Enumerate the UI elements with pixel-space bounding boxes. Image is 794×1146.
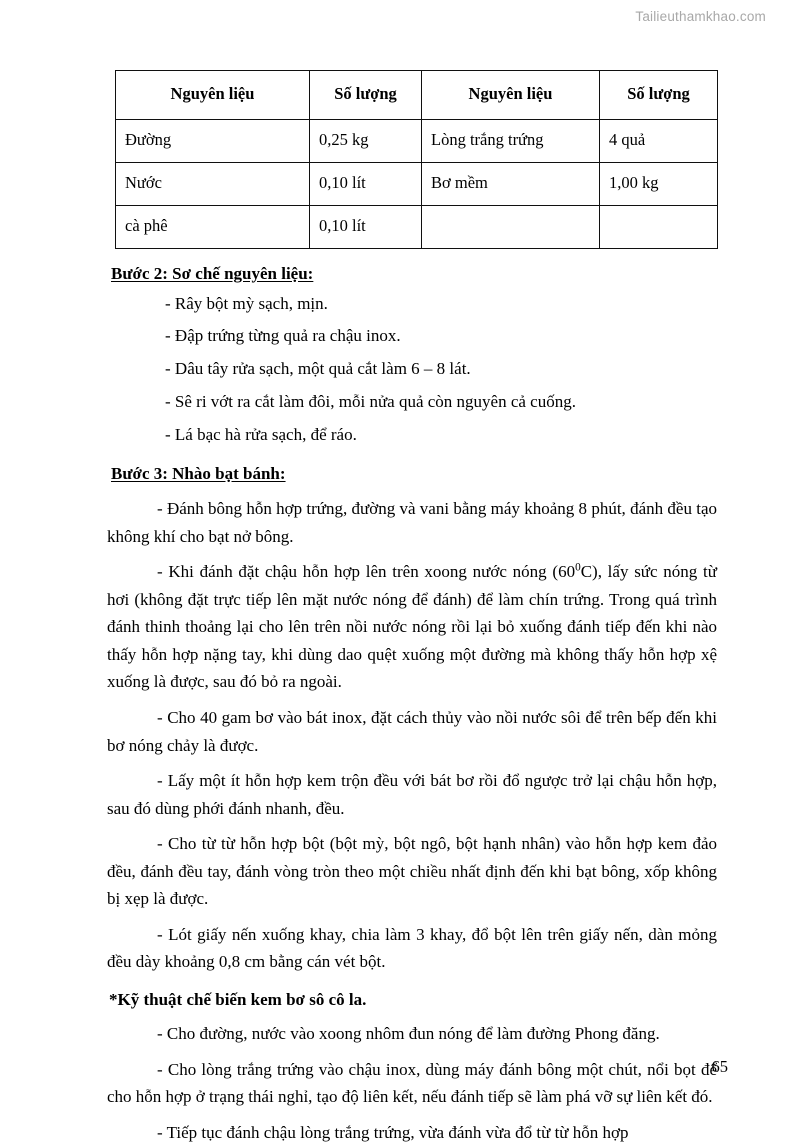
table-cell: 0,25 kg — [310, 120, 422, 163]
table-cell: cà phê — [116, 206, 310, 249]
step-3-paragraph: - Lót giấy nến xuống khay, chia làm 3 khay, đổ bột lên trên giấy nến, dàn mỏng đều dày khoảng 0,8 cm bằng cán vét bột. — [107, 924, 717, 972]
temp-paragraph-after: C), lấy sức nóng từ hơi (không đặt trực tiếp lên mặt nước nóng để đánh) để làm chín trứng. Trong quá trình đánh thinh thoảng lại cho lên trên nồi nước nóng rồi lại bỏ xuống đánh tiếp đến khi nào thấy hỗn hợp nặng tay, khi dùng dao quệt xuống một đường mà không thấy hỗn hợp xệ xuống là được, sau đó bỏ ra ngoài. — [107, 562, 717, 692]
table-header-cell: Số lượng — [600, 71, 718, 120]
step-3-paragraph: - Lấy một ít hỗn hợp kem trộn đều với bát bơ rồi đổ ngược trở lại chậu hỗn hợp, sau đó dùng phới đánh nhanh, đều. — [107, 771, 717, 818]
cream-technique-heading: *Kỹ thuật chế biến kem bơ sô cô la. — [109, 989, 367, 1009]
list-item: - Rây bột mỳ sạch, mịn. — [165, 293, 328, 313]
table-cell: Lòng trắng trứng — [422, 120, 600, 163]
table-row — [116, 120, 718, 163]
ingredients-table — [115, 70, 718, 249]
step-3-paragraph: - Cho từ từ hỗn hợp bột (bột mỳ, bột ngô, bột hạnh nhân) vào hỗn hợp kem đảo đều, đánh đều tay, đánh vòng tròn theo một chiều nhất định đến khi bạt bông, xốp không bị xẹp là được. — [107, 834, 717, 909]
step-3-heading — [107, 461, 717, 487]
table-cell — [422, 206, 600, 249]
table-cell: Bơ mềm — [422, 163, 600, 206]
table-row — [116, 163, 718, 206]
step-3-paragraph: - Đánh bông hỗn hợp trứng, đường và vani bằng máy khoảng 8 phút, đánh đều tạo không khí cho bạt nở bông. — [107, 499, 717, 546]
degree-superscript: 0 — [575, 561, 581, 574]
list-item: - Dâu tây rửa sạch, một quả cắt làm 6 – 8 lát. — [165, 359, 471, 379]
table-cell: 4 quả — [600, 120, 718, 163]
table-cell: 0,10 lít — [310, 163, 422, 206]
step-2-list — [107, 291, 717, 449]
page-number: 65 — [711, 1056, 728, 1076]
table-cell — [600, 206, 718, 249]
list-item: - Đập trứng từng quả ra chậu inox. — [165, 326, 401, 346]
table-header-cell: Số lượng — [310, 71, 422, 120]
step-3-paragraph: - Cho 40 gam bơ vào bát inox, đặt cách thủy vào nồi nước sôi để trên bếp đến khi bơ nóng chảy là được. — [107, 708, 717, 755]
list-item: - Lá bạc hà rửa sạch, để ráo. — [165, 424, 357, 444]
table-header-cell: Nguyên liệu — [422, 71, 600, 120]
table-header-row — [116, 71, 718, 120]
table-header-cell: Nguyên liệu — [116, 71, 310, 120]
table-cell: 0,10 lít — [310, 206, 422, 249]
page-content — [107, 70, 717, 1146]
step-2-heading — [107, 261, 717, 287]
table-cell: Đường — [116, 120, 310, 163]
step-2-heading-text: Bước 2: Sơ chế nguyên liệu: — [111, 264, 314, 283]
cream-paragraph: - Cho đường, nước vào xoong nhôm đun nóng để làm đường Phong đăng. — [157, 1024, 660, 1044]
temp-paragraph-before: - Khi đánh đặt chậu hỗn hợp lên trên xoong nước nóng (60 — [157, 562, 576, 582]
list-item: - Sê ri vớt ra cắt làm đôi, mỗi nửa quả còn nguyên cả cuống. — [165, 392, 576, 412]
step-3-heading-text: Bước 3: Nhào bạt bánh: — [111, 463, 286, 483]
table-row — [116, 206, 718, 249]
cream-paragraph: - Tiếp tục đánh chậu lòng trắng trứng, vừa đánh vừa đổ từ từ hỗn hợp — [157, 1122, 629, 1142]
step-3-temperature-paragraph — [107, 558, 717, 696]
cream-paragraph: - Cho lòng trắng trứng vào chậu inox, dùng máy đánh bông một chút, nổi bọt để cho hỗn hợp ở trạng thái nghỉ, tạo độ liên kết, nếu đánh tiếp sẽ làm phá vỡ sự liên kết đó. — [107, 1059, 717, 1107]
watermark: Tailieuthamkhao.com — [635, 9, 766, 24]
table-cell: Nước — [116, 163, 310, 206]
table-cell: 1,00 kg — [600, 163, 718, 206]
